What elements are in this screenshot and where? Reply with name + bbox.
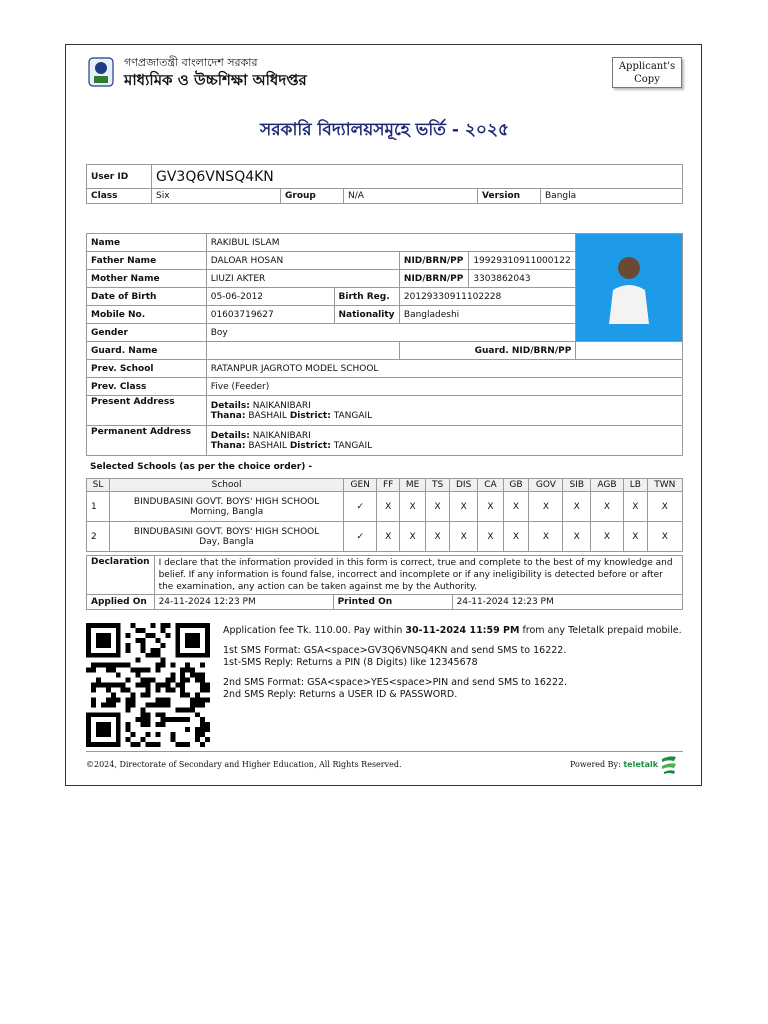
quota-mark: X [478,492,503,522]
powered-by [570,760,658,769]
mobile-label: Mobile No. [87,306,207,324]
schools-col-ca: CA [478,479,503,492]
version-label: Version [478,189,541,204]
prev-school-label: Prev. School [87,360,207,378]
class-label: Class [87,189,152,204]
nationality-label: Nationality [334,306,399,324]
schools-col-sib: SIB [563,479,591,492]
quota-mark: X [563,492,591,522]
user-id-label: User ID [87,165,152,189]
sms1-format: 1st SMS Format: GSA<space>GV3Q6VNSQ4KN and send SMS to 16222. [223,645,567,656]
gender-value: Boy [206,324,576,342]
applicant-photo [576,234,683,342]
selected-schools-table [86,478,683,552]
footer-divider [86,751,683,752]
applied-on-value: 24-11-2024 12:23 PM [154,595,333,610]
father-name-value: DALOAR HOSAN [206,252,399,270]
schools-body [87,492,683,552]
sms2-format: 2nd SMS Format: GSA<space>YES<space>PIN and send SMS to 16222. [223,677,568,688]
present-district: TANGAIL [333,410,373,421]
mother-nid-label: NID/BRN/PP [399,270,468,288]
powered-by-label: Powered By: [570,760,621,769]
present-details: NAIKANIBARI [252,400,311,411]
copyright-text: ©2024, Directorate of Secondary and Higher Education, All Rights Reserved. [86,760,402,769]
quota-mark: ✓ [344,492,377,522]
dob-label: Date of Birth [87,288,207,306]
permanent-district: TANGAIL [333,440,373,451]
quota-mark: ✓ [344,522,377,552]
printed-on-label: Printed On [333,595,452,610]
schools-col-ff: FF [377,479,400,492]
sms1-reply: 1st-SMS Reply: Returns a PIN (8 Digits) like 12345678 [223,657,478,668]
quota-mark: X [449,522,477,552]
quota-mark: X [426,492,450,522]
name-value: RAKIBUL ISLAM [206,234,576,252]
admission-form [65,44,702,786]
group-value: N/A [344,189,478,204]
school-name [110,492,344,522]
quota-mark: X [503,522,529,552]
birth-reg-value: 20129330911102228 [399,288,575,306]
prev-class-value: Five (Feeder) [206,378,682,396]
quota-mark: X [426,522,450,552]
permanent-address-label: Permanent Address [87,426,207,456]
table-row [87,522,683,552]
guard-name-label: Guard. Name [87,342,207,360]
fee-deadline: 30-11-2024 11:59 PM [405,625,520,636]
group-label: Group [281,189,344,204]
government-seal-icon [88,57,114,87]
district-label: District: [289,440,331,451]
dob-value: 05-06-2012 [206,288,334,306]
permanent-address-value [206,426,682,456]
school-sl: 2 [87,522,110,552]
quota-mark: X [591,492,624,522]
details-label: Details: [210,430,250,441]
thana-label: Thana: [210,410,246,421]
government-name: গণপ্রজাতন্ত্রী বাংলাদেশ সরকার [124,56,258,69]
father-nid-value: 19929310911000122 [469,252,576,270]
form-title: সরকারি বিদ্যালয়সমূহে ভর্তি - ২০২৫ [259,120,510,140]
schools-col-gen: GEN [344,479,377,492]
thana-label: Thana: [210,440,246,451]
sms2-reply: 2nd SMS Reply: Returns a USER ID & PASSWORD. [223,689,458,700]
present-address-value [206,396,682,426]
mother-name-value: LIUZI AKTER [206,270,399,288]
gender-label: Gender [87,324,207,342]
fee-text [223,625,683,637]
schools-col-sl: SL [87,479,110,492]
schools-col-agb: AGB [591,479,624,492]
quota-mark: X [400,522,426,552]
father-nid-label: NID/BRN/PP [399,252,468,270]
district-label: District: [289,410,331,421]
father-name-label: Father Name [87,252,207,270]
schools-header-row [87,479,683,492]
schools-col-ts: TS [426,479,450,492]
school-shift-text: Day, Bangla [199,536,254,547]
declaration-table [86,555,683,610]
quota-mark: X [647,492,682,522]
school-sl: 1 [87,492,110,522]
quota-mark: X [529,522,563,552]
permanent-details: NAIKANIBARI [252,430,311,441]
schools-col-gov: GOV [529,479,563,492]
school-shift-text: Morning, Bangla [189,506,264,517]
quota-mark: X [623,522,647,552]
school-name-text: BINDUBASINI GOVT. BOYS' HIGH SCHOOL [133,526,320,537]
fee-pre: Application fee Tk. 110.00. Pay within [223,625,406,636]
present-thana: BASHAIL [248,410,287,421]
class-value: Six [152,189,281,204]
quota-mark: X [647,522,682,552]
mother-nid-value: 3303862043 [469,270,576,288]
quota-mark: X [400,492,426,522]
department-name: মাধ্যমিক ও উচ্চশিক্ষা অধিদপ্তর [124,71,307,89]
mobile-value: 01603719627 [206,306,334,324]
quota-mark: X [377,522,400,552]
applicant-copy-badge: Applicant's Copy [612,57,682,88]
guard-name-value [206,342,399,360]
applied-on-label: Applied On [87,595,155,610]
schools-col-gb: GB [503,479,529,492]
schools-col-dis: DIS [449,479,477,492]
declaration-label: Declaration [87,556,155,595]
quota-mark: X [377,492,400,522]
quota-mark: X [529,492,563,522]
teletalk-logo-icon [660,753,678,775]
schools-col-school: School [110,479,344,492]
table-row [87,492,683,522]
guard-nid-value [576,342,683,360]
selected-schools-heading: Selected Schools (as per the choice order) - [90,462,313,472]
payment-instructions [223,625,683,709]
schools-col-twn: TWN [647,479,682,492]
details-label: Details: [210,400,250,411]
user-id-table [86,164,683,204]
quota-mark: X [591,522,624,552]
student-info-table [86,233,683,456]
quota-mark: X [563,522,591,552]
printed-on-value: 24-11-2024 12:23 PM [452,595,682,610]
fee-post: from any Teletalk prepaid mobile. [519,625,682,636]
prev-class-label: Prev. Class [87,378,207,396]
school-name-text: BINDUBASINI GOVT. BOYS' HIGH SCHOOL [133,496,320,507]
user-id-value: GV3Q6VNSQ4KN [152,165,683,189]
applicant-photo-icon [599,246,659,326]
name-label: Name [87,234,207,252]
mother-name-label: Mother Name [87,270,207,288]
schools-col-lb: LB [623,479,647,492]
quota-mark: X [503,492,529,522]
schools-col-me: ME [400,479,426,492]
sms2-block [223,677,683,701]
version-value: Bangla [541,189,683,204]
permanent-thana: BASHAIL [248,440,287,451]
sms1-block [223,645,683,669]
quota-mark: X [623,492,647,522]
quota-mark: X [449,492,477,522]
quota-mark: X [478,522,503,552]
birth-reg-label: Birth Reg. [334,288,399,306]
qr-code-icon [86,623,210,747]
prev-school-value: RATANPUR JAGROTO MODEL SCHOOL [206,360,682,378]
guard-nid-label: Guard. NID/BRN/PP [399,342,575,360]
school-name [110,522,344,552]
present-address-label: Present Address [87,396,207,426]
teletalk-brand: teletalk [623,760,659,769]
nationality-value: Bangladeshi [399,306,575,324]
declaration-text: I declare that the information provided in this form is correct, true and complete to the best of my knowledge and belief. If any information is found false, incorrect and incomplete or if any ineligibility is detected before or after the examination, any action can be taken against me by the Authority. [154,556,682,595]
